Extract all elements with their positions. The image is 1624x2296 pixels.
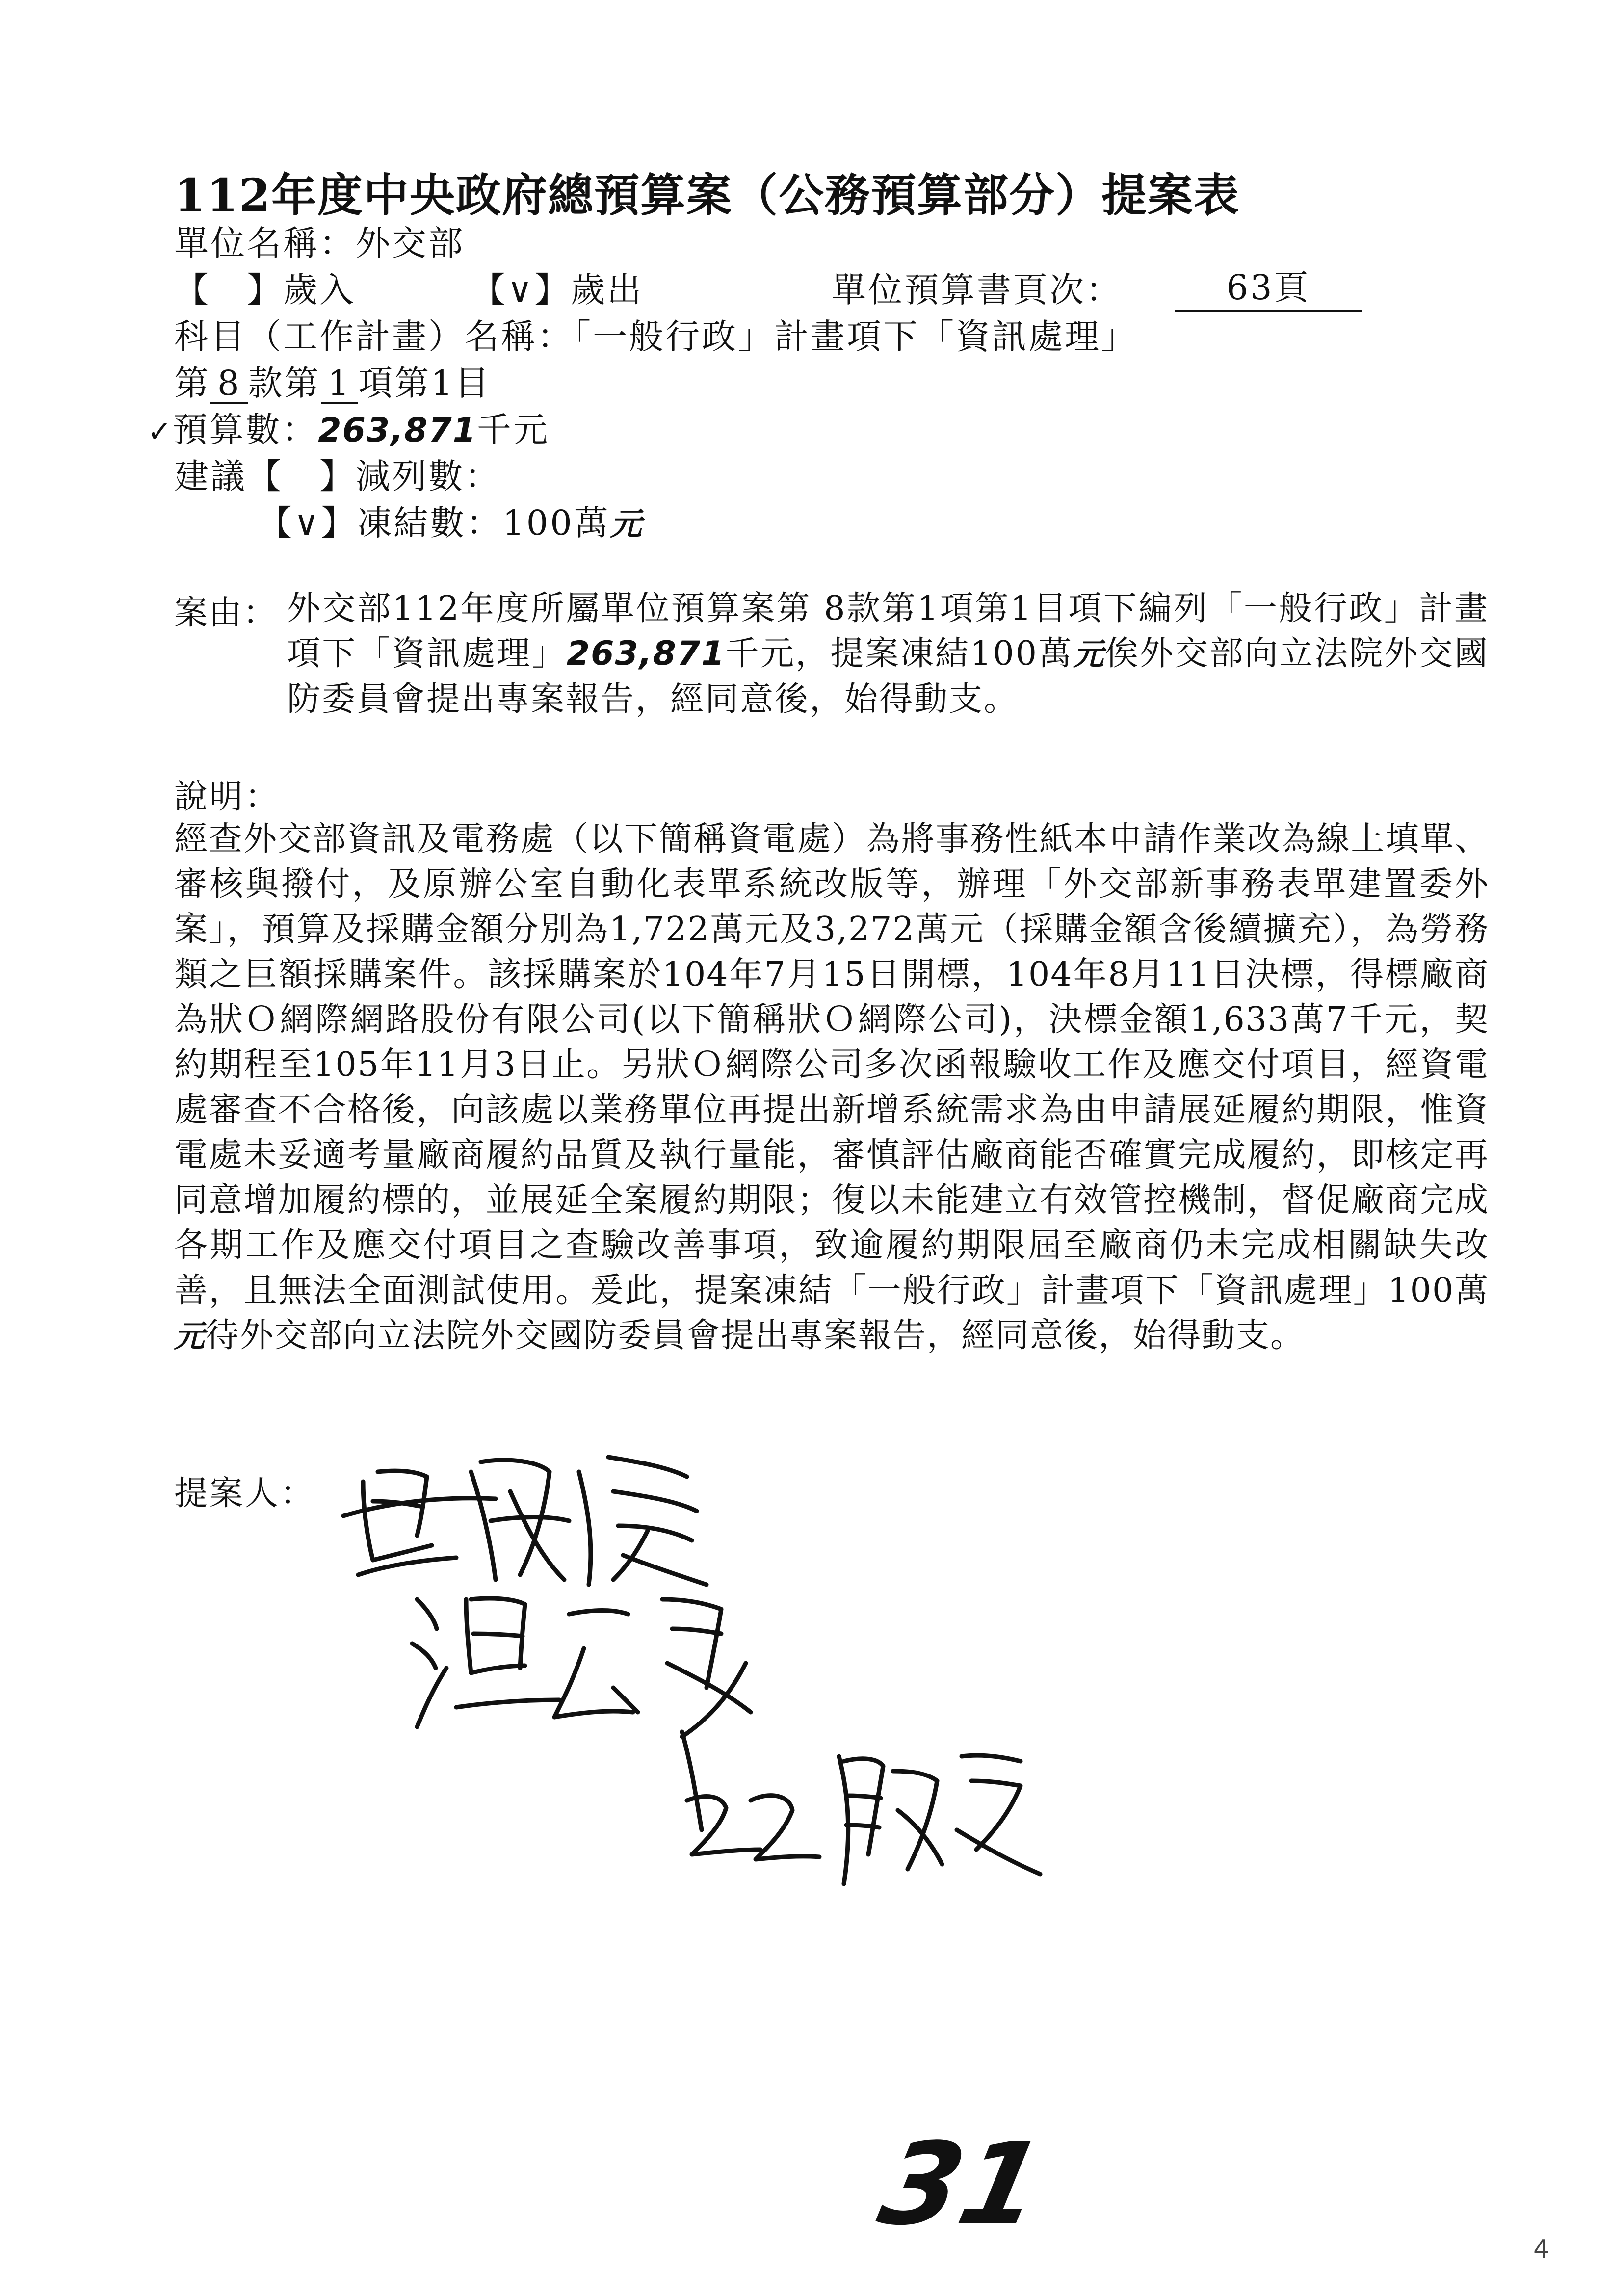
corner-page-mark: 4 (1533, 2235, 1550, 2264)
explanation-handwritten-unit: 元 (174, 1318, 206, 1354)
suggest-line (174, 449, 501, 498)
signature-1 (334, 1442, 716, 1590)
budget-label: 預算數： (173, 410, 318, 450)
case-handwritten-unit: 元 (1073, 636, 1105, 672)
unit-name: 單位名稱：外交部 (174, 223, 465, 263)
item-suffix: 項第1目 (358, 363, 491, 403)
reduce-amount-label: 【 】減列數： (247, 456, 501, 496)
revenue-checkbox: 【 】歲入 (174, 270, 356, 310)
suggest-label: 建議 (174, 456, 247, 496)
item-kuan: 8 (210, 365, 248, 404)
case-label: 案由： (174, 594, 278, 632)
expenditure-checkbox: 【∨】歲出 (471, 270, 644, 310)
item-xiang: 1 (321, 365, 359, 404)
explanation-text-end: 待外交部向立法院外交國防委員會提出專案報告，經同意後，始得動支。 (206, 1316, 1305, 1355)
document-title: 112年度中央政府總預算案（公務預算部分）提案表 (174, 169, 1240, 222)
budget-page-value: 63頁 (1175, 260, 1362, 312)
case-text-2: 千元，提案凍結100萬 (725, 634, 1074, 673)
explanation-label: 說明： (174, 778, 281, 816)
case-body (287, 586, 1489, 722)
item-prefix: 第 (174, 363, 210, 403)
explanation-text: 經查外交部資訊及電務處（以下簡稱資電處）為將事務性紙本申請作業改為線上填單、審核與撥付，及原辦公室自動化表單系統改版等，辦理「外交部新事務表單建置委外案」，預算及採購金額分別為1,722萬元及3,272萬元（採購金額含後續擴充），為勞務類之巨額採購案件。該採購案於104年7月15日開標，104年8月11日決標，得標廠商為狀Ｏ網際網路股份有限公司(以下簡稱狀Ｏ網際公司)，決標金額1,633萬7千元，契約期程至105年11月3日止。另狀Ｏ網際公司多次函報驗收工作及應交付項目，經資電處審查不合格後，向該處以業務單位再提出新增系統需求為由申請展延履約期限，惟資電處未妥適考量廠商履約品質及執行量能，審慎評估廠商能否確實完成履約，即核定再同意增加履約標的，並展延全案履約期限；復以未能建立有效管控機制，督促廠商完成各期工作及應交付項目之查驗改善事項，致逾履約期限屆至廠商仍未完成相關缺失改善，且無法全面測試使用。爰此，提案凍結「一般行政」計畫項下「資訊處理」100萬 (174, 820, 1489, 1310)
signature-2 (407, 1580, 780, 1742)
budget-handwritten-amount: 263,871 (318, 411, 477, 450)
freeze-handwritten-unit: 元 (610, 506, 643, 543)
case-text-3: 俟外交部向立法院外交國防委員會提出專案報告，經同意後，始得動支。 (287, 634, 1489, 719)
budget-page-label: 單位預算書頁次： (832, 270, 1122, 310)
case-handwritten-amount: 263,871 (566, 634, 726, 673)
freeze-label: 【∨】凍結數：100萬 (258, 503, 610, 543)
budget-unit: 千元 (477, 410, 550, 450)
case-text-1: 外交部112年度所屬單位預算案第 8款第1項第1目項下編列「一般行政」計畫項下「資訊處理」 (287, 589, 1489, 673)
explanation-body (174, 817, 1489, 1359)
subject-line: 科目（工作計畫）名稱：「一般行政」計畫項下「資訊處理」 (174, 316, 1137, 357)
page-number-handwritten: 31 (869, 2119, 1054, 2250)
check-mark-icon: ✓ (147, 415, 173, 449)
freeze-line (258, 496, 643, 545)
proposer-label: 提案人： (174, 1474, 316, 1513)
budget-line (147, 402, 550, 452)
signature-3 (677, 1727, 1050, 1894)
item-mid: 款第 (248, 363, 321, 403)
item-line (174, 356, 491, 405)
